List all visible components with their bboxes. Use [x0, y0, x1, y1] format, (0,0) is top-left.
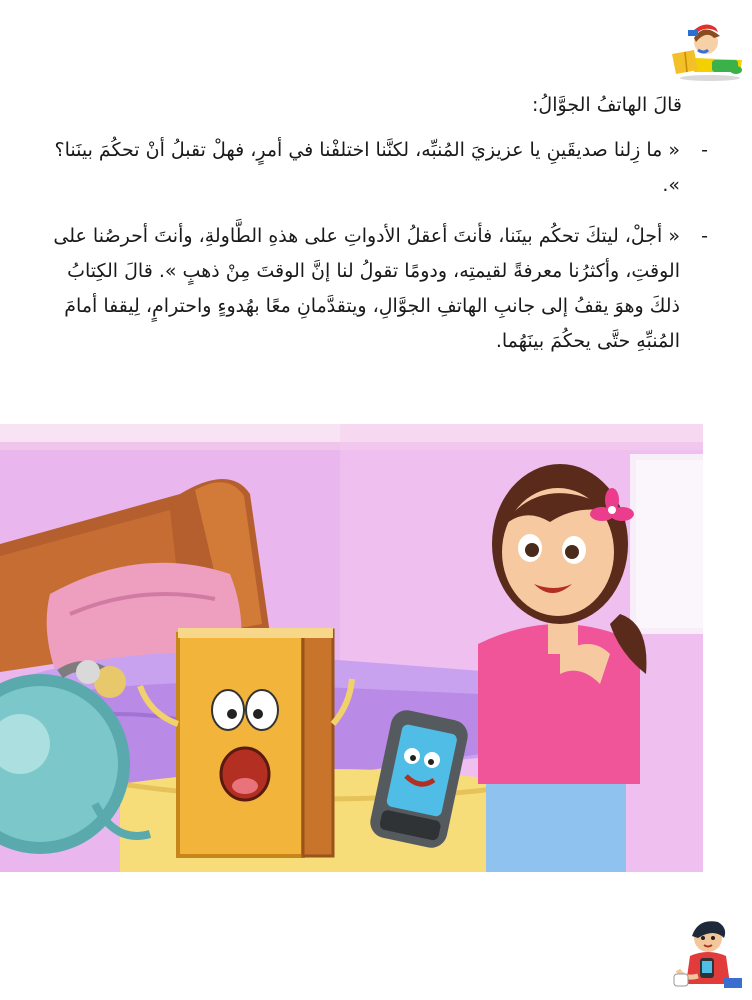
boy-with-phone-icon: [668, 916, 746, 992]
story-text: [40, 88, 708, 375]
paragraph-text: « ما زِلنا صديقَينِ يا عزيزيَ المُنبِّه، لكنَّنا اختلفْنا في أمرٍ، فهلْ تقبلُ أنْ تحكُمَ بينَنا؟ ».: [54, 139, 680, 196]
dialogue-paragraph: [40, 219, 708, 359]
paragraph-text: « أجلْ، ليتكَ تحكُم بينَنا، فأنتَ أعقلُ الأدواتِ على هذهِ الطَّاولةِ، وأنتَ أحرصُنا على الوقتِ، وأكثرُنا معرفةً لقيمتِه، ودومًا تقولُ لنا إنَّ الوقتَ مِنْ ذهبٍ ». قالَ الكِتابُ ذلكَ وهوَ يقفُ إلى جانبِ الهاتفِ الجوَّالِ، ويتقدَّمانِ معًا بهُدوءٍ واحترامٍ، لِيقفا أمامَ المُنبِّهِ حتَّى يحكُمَ بينَهُما.: [53, 225, 680, 352]
dialogue-dash: -: [701, 139, 708, 161]
dialogue-dash: -: [701, 225, 708, 247]
story-illustration: [0, 424, 703, 872]
speaker-line: قالَ الهاتفُ الجوَّالُ:: [532, 94, 682, 116]
girl-reading-icon: [664, 20, 744, 84]
dialogue-paragraph: [40, 133, 708, 203]
